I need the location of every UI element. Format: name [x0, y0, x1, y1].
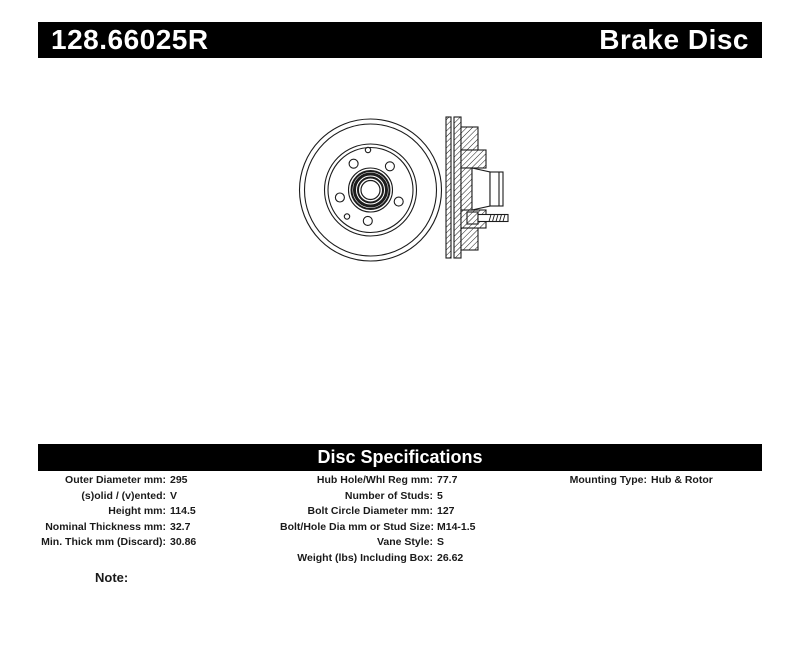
- spec-value: 77.7: [437, 474, 458, 486]
- spec-row: [40, 504, 196, 520]
- spec-row: [40, 520, 196, 536]
- spec-section-title: Disc Specifications: [317, 447, 483, 467]
- spec-row: [280, 473, 476, 489]
- spec-label: (s)olid / (v)ented:: [81, 489, 166, 502]
- spec-section-bar: [38, 444, 762, 471]
- spec-value: 32.7: [170, 520, 191, 533]
- spec-value: 26.62: [437, 551, 464, 564]
- spec-row: [40, 535, 196, 551]
- spec-value: 30.86: [170, 536, 197, 548]
- spec-label: Mounting Type:: [569, 474, 647, 486]
- spec-value: 114.5: [170, 505, 196, 517]
- spec-value: Hub & Rotor: [651, 474, 713, 486]
- spec-row: [280, 551, 476, 567]
- brake-disc-cross-section: [446, 117, 508, 258]
- part-number: 128.66025R: [51, 24, 209, 55]
- spec-column-left: [40, 473, 196, 551]
- spec-label: Hub Hole/Whl Reg mm:: [316, 474, 433, 486]
- brake-disc-front-view: [300, 119, 442, 261]
- spec-value: 127: [437, 505, 455, 517]
- spec-value: V: [170, 489, 178, 502]
- spec-label: Nominal Thickness mm:: [45, 520, 166, 533]
- spec-label: Outer Diameter mm:: [65, 474, 166, 486]
- spec-row: [280, 489, 476, 505]
- spec-column-middle: [280, 473, 476, 566]
- spec-value: M14-1.5: [437, 520, 476, 533]
- note-label: Note:: [95, 570, 129, 585]
- spec-column-right: [560, 473, 713, 489]
- spec-label: Number of Studs:: [344, 489, 433, 502]
- spec-row: [40, 473, 196, 489]
- product-type-title: Brake Disc: [599, 24, 749, 55]
- spec-value: S: [437, 536, 445, 548]
- spec-row: [560, 473, 713, 489]
- spec-row: [280, 504, 476, 520]
- spec-label: Vane Style:: [376, 536, 433, 548]
- spec-row: [280, 520, 476, 536]
- spec-label: Bolt/Hole Dia mm or Stud Size:: [280, 520, 435, 533]
- spec-value: 5: [437, 489, 443, 502]
- spec-value: 295: [170, 474, 188, 486]
- spec-label: Bolt Circle Diameter mm:: [307, 505, 433, 517]
- spec-row: [280, 535, 476, 551]
- spec-label: Weight (lbs) Including Box:: [297, 551, 433, 564]
- spec-label: Min. Thick mm (Discard):: [41, 536, 166, 548]
- spec-row: [40, 489, 196, 505]
- spec-label: Height mm:: [108, 505, 166, 517]
